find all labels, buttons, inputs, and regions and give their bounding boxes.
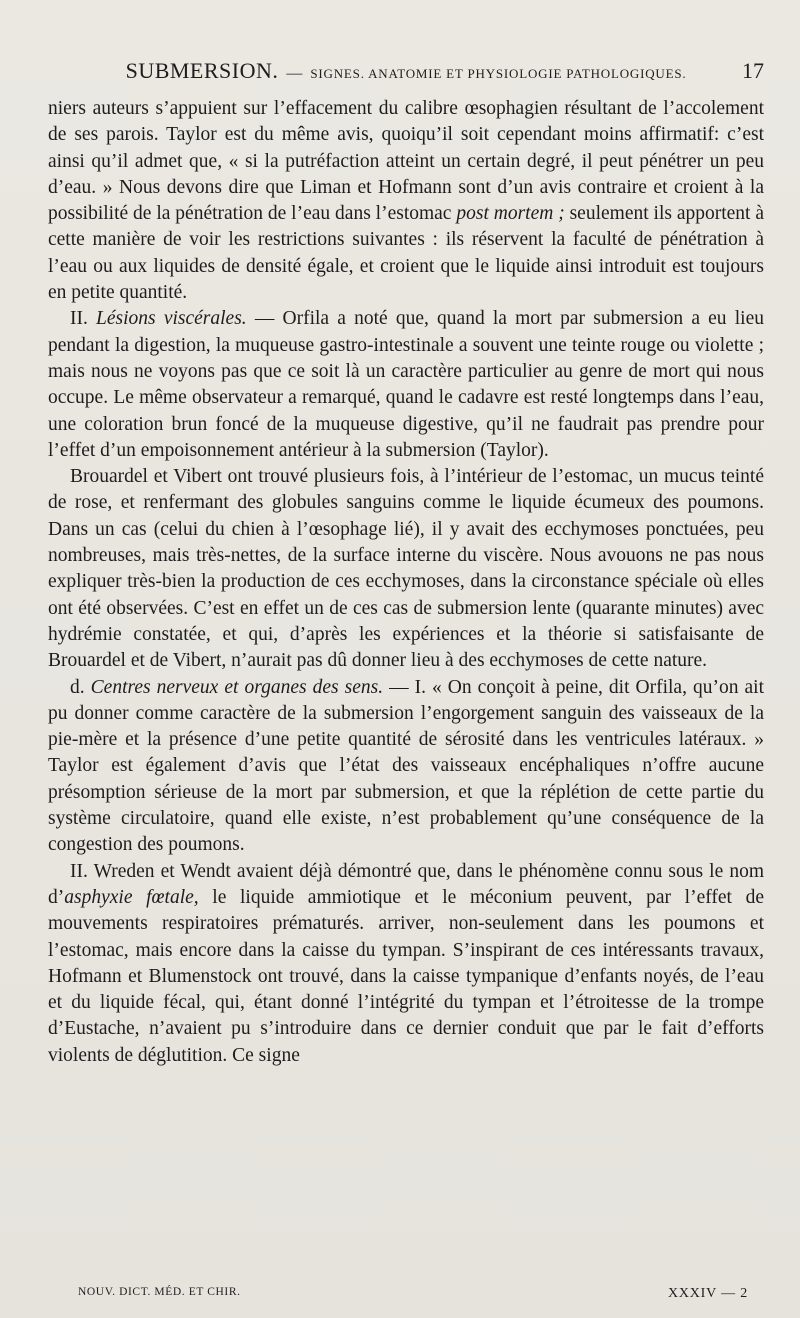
running-subtitle: SIGNES. ANATOMIE ET PHYSIOLOGIE PATHOLOGIQUES. <box>310 66 687 81</box>
paragraph: niers auteurs s’appuient sur l’effacement du calibre œsophagien résultant de l’accolement de ses parois. Taylor est du même avis, quoiqu’il soit cependant moins affirmatif: c’est ainsi qu’il admet que, « si la putréfaction atteint un certain degré, il peut pénétrer un peu d’eau. » Nous devons dire que Liman et Hofmann sont d’un avis contraire et croient à la possibilité de la pénétration de l’eau dans l’estomac post mortem ; seulement ils apportent à cette manière de voir les restrictions suivantes : ils réservent la faculté de pénétration à l’eau ou aux liquides de densité égale, et croient que le liquide ainsi introduit est toujours en petite quantité. <box>48 98 765 304</box>
running-title: SUBMERSION. <box>125 58 279 83</box>
paragraph: II. Lésions viscérales. — Orfila a noté que, quand la mort par submersion a eu lieu pendant la digestion, la muqueuse gastro-intestinale a souvent une teinte rouge ou violette ; mais nous ne voyons pas que ce soit là un caractère particulier au genre de mort qui nous occupe. Le même observateur a remarqué, quand le cadavre est resté longtemps dans l’eau, une coloration brun foncé de la muqueuse digestive, qu’il ne faudrait pas prendre pour l’effet d’un empoisonnement antérieur à la submersion (Taylor). <box>48 308 764 461</box>
paragraph: II. Wreden et Wendt avaient déjà démontré que, dans le phénomène connu sous le nom d’asphyxie fœtale, le liquide ammiotique et le méconium peuvent, par l’effet de mouvements respiratoires prématurés. arriver, non-seulement dans les poumons et l’estomac, mais encore dans la caisse du tympan. S’inspirant de ces intéressants travaux, Hofmann et Blumenstock ont trouvé, dans la caisse tympanique d’enfants noyés, de l’eau et du liquide fécal, qui, étant donné l’intégrité du tympan et l’étroitesse de la trompe d’Eustache, n’avaient pu s’introduire dans ce dernier conduit que par le fait d’efforts violents de déglutition. Ce signe <box>48 860 764 1066</box>
page-footer <box>78 1286 748 1302</box>
body-text <box>48 96 764 1069</box>
footer-series: NOUV. DICT. MÉD. ET CHIR. <box>78 1286 241 1298</box>
paragraph: d. Centres nerveux et organes des sens. — I. « On conçoit à peine, dit Orfila, qu’on ait pu donner comme caractère de la submersion l’engorgement sanguin des vaisseaux de la pie-mère et la présence d’une petite quantité de sérosité dans les ventricules latéraux. » Taylor est également d’avis que l’état des vaisseaux encéphaliques n’offre aucune présomption sérieuse de la mort par submersion, et que la réplétion de cette partie du système circulatoire, quand elle existe, n’est probablement qu’une conséquence de la congestion des poumons. <box>48 676 765 856</box>
footer-signature: XXXIV — 2 <box>667 1286 748 1301</box>
running-separator: — <box>286 65 303 82</box>
paragraph: Brouardel et Vibert ont trouvé plusieurs fois, à l’intérieur de l’estomac, un mucus teinté de rose, et renfermant des globules sanguins comme le liquide écumeux des poumons. Dans un cas (celui du chien à l’œsophage lié), il y avait des ecchymoses ponctuées, peu nombreuses, mais très-nettes, de la surface interne du viscère. Nous avouons ne pas nous expliquer très-bien la production de ces ecchymoses, dans la circonstance spéciale où elles ont été observées. C’est en effet un de ces cas de submersion lente (quarante minutes) avec hydrémie constatée, et qui, d’après les expériences et la théorie si satisfaisante de Brouardel et de Vibert, n’aurait pas dû donner lieu à des ecchymoses de cette nature. <box>48 466 764 672</box>
running-head <box>48 58 764 84</box>
page-number: 17 <box>742 58 764 83</box>
